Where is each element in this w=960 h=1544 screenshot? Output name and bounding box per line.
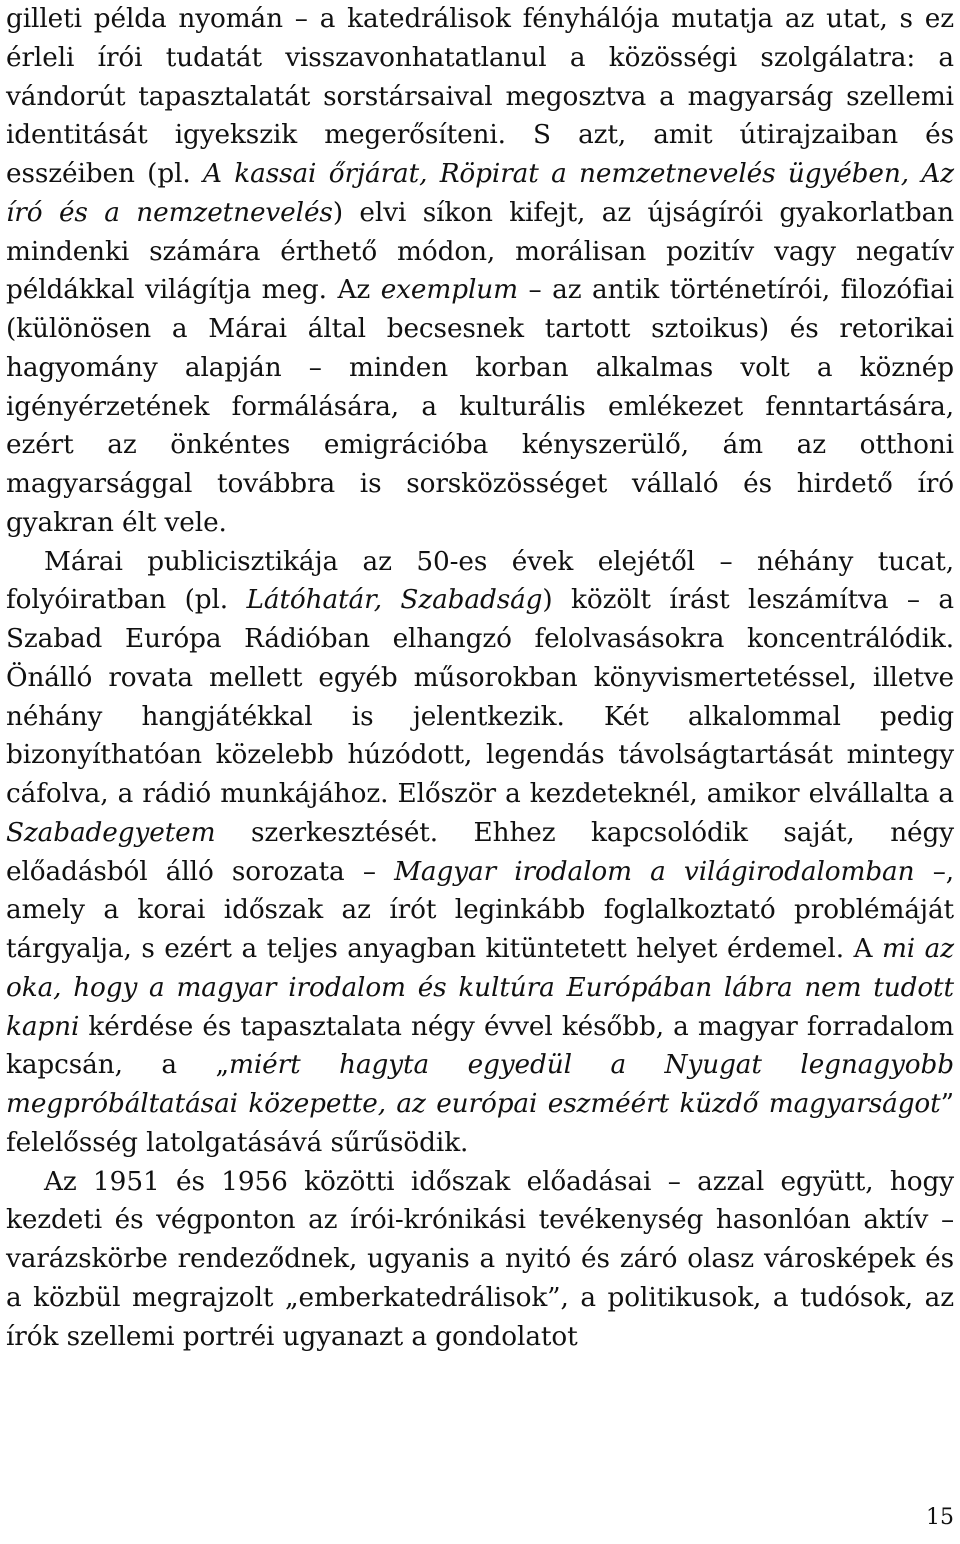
text-segment: –, amely a korai időszak az írót leginkább foglalkoztató problémáját tárgyalja, s ezért a teljes anyagban kitüntetett helyet érdemel. A (6, 856, 954, 964)
page-number: 15 (926, 1505, 954, 1530)
text-segment: gilleti példa nyomán – a katedrálisok fényhálója mutatja az utat, s ez érleli írói tudatát visszavonhatatlanul a közösségi szolgálatra: a vándorút tapasztalatát sorstársaival megosztva a magyarság szellemi identitását igyekszik megerősíteni. S azt, amit útirajzaiban és esszéiben (pl. (6, 4, 954, 189)
italic-text: Szabadegyetem (6, 817, 216, 848)
paragraph (6, 1163, 954, 1357)
italic-text: mi az oka, hogy a magyar irodalom és kultúra Európában lábra nem tudott kapni (6, 934, 954, 1042)
text-segment: Márai publicisztikája az 50-es évek elejétől – néhány tucat, folyóiratban (pl. (6, 546, 954, 616)
text-segment: ” felelősség latolgatásává sűrűsödik. (6, 1089, 954, 1158)
paragraph (6, 543, 954, 1163)
italic-text: Magyar irodalom a világirodalomban (394, 856, 915, 887)
text-segment: Az 1951 és 1956 közötti időszak előadásai – azzal együtt, hogy kezdeti és végponton az írói-krónikási tevékenység hasonlóan aktív – varázskörbe rendeződnek, ugyanis a nyitó és záró olasz városképek és a közbül megrajzolt „emberkatedrálisok”, a politikusok, a tudósok, az írók szellemi portréi ugyanazt a gondolatot (6, 1166, 954, 1352)
text-segment: ) elvi síkon kifejt, az újságírói gyakorlatban mindenki számára érthető módon, morálisan pozitív vagy negatív példákkal világítja meg. Az (6, 197, 955, 306)
paragraph (6, 0, 954, 543)
text-segment: ) közölt írást leszámítva – a Szabad Európa Rádióban elhangzó felolvasásokra koncentrálódik. Önálló rovata mellett egyéb műsorokban könyvismertetéssel, illetve néhány hangjátékkal is jelentkezik. Két alkalommal pedig bizonyíthatóan közelebb húzódott, legendás távolságtartását mintegy cáfolva, a rádió munkájához. Először a kezdeteknél, amikor elvállalta a (6, 585, 954, 809)
text-segment: kérdése és tapasztalata négy évvel később, a magyar forradalom kapcsán, a „ (6, 1011, 954, 1081)
italic-text: A kassai őrjárat, Röpirat a nemzetnevelés ügyében, Az író és a nemzetnevelés (6, 159, 954, 228)
text-segment: – az antik történetírói, filozófiai (különösen a Márai által becsesnek tartott sztoikus) és retorikai hagyomány alapján – minden korban alkalmas volt a köznép igényérzetének formálására, a kulturális emlékezet fenntartására, ezért az önkéntes emigrációba kényszerülő, ám az otthoni magyarsággal továbbra is sorsközösséget vállaló és hirdető író gyakran élt vele. (6, 275, 954, 538)
italic-text: exemplum (380, 275, 518, 306)
body-text (6, 0, 954, 1356)
italic-text: Látóhatár, Szabadság (246, 585, 543, 616)
italic-text: miért hagyta egyedül a Nyugat legnagyobb megpróbáltatásai közepette, az európai eszméért küzdő magyarságot (6, 1050, 954, 1119)
text-segment: szerkesztését. Ehhez kapcsolódik saját, négy előadásból álló sorozata – (6, 817, 954, 887)
